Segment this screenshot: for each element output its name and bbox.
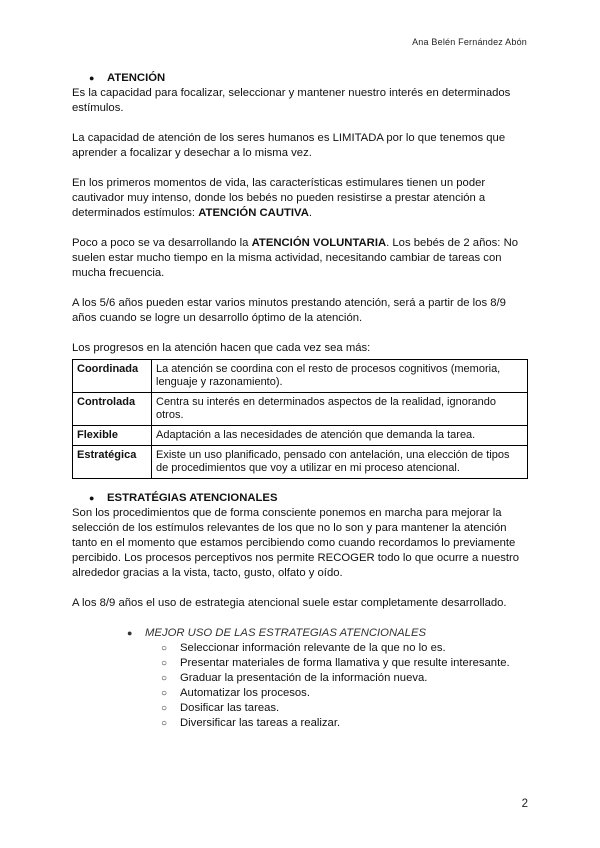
circle-bullet-icon: ○ [161, 643, 168, 654]
list-item: ○ Graduar la presentación de la información nueva. [161, 672, 428, 684]
progress-table [72, 359, 528, 479]
page-number: 2 [521, 798, 528, 810]
table-row [73, 446, 528, 479]
subsection-title: MEJOR USO DE LAS ESTRATEGIAS ATENCIONALES [145, 627, 427, 639]
bullet-icon: ● [127, 628, 133, 638]
section-heading-estrategias [89, 491, 532, 506]
paragraph-limitada: La capacidad de atención de los seres humanos es LIMITADA por lo que tenemos que aprender a focalizar y desechar a lo misma vez. [72, 132, 506, 159]
circle-bullet-icon: ○ [161, 718, 168, 729]
table-description: Centra su interés en determinados aspectos de la realidad, ignorando otros. [152, 393, 528, 426]
table-term: Controlada [73, 393, 152, 426]
circle-bullet-icon: ○ [161, 673, 168, 684]
table-description: Adaptación a las necesidades de atención que demanda la tarea. [152, 426, 528, 446]
list-item: ○ Seleccionar información relevante de la que no lo es. [161, 642, 446, 654]
table-row [73, 426, 528, 446]
subsection-heading [127, 626, 532, 641]
section-title: ESTRATÉGIAS ATENCIONALES [107, 492, 278, 504]
bullet-icon: ● [89, 493, 95, 503]
bullet-icon: ● [89, 73, 95, 83]
table-description: Existe un uso planificado, pensado con antelación, una elección de tipos de procedimientos que voy a utilizar en mi proceso atencional. [152, 446, 528, 479]
paragraph-desarrollo: A los 8/9 años el uso de estrategia atencional suele estar completamente desarrollado. [72, 597, 507, 609]
section-title: ATENCIÓN [107, 72, 166, 84]
paragraph-definition: Es la capacidad para focalizar, seleccionar y mantener nuestro interés en determinados estímulos. [72, 87, 511, 114]
table-row [73, 393, 528, 426]
term-atencion-voluntaria: ATENCIÓN VOLUNTARIA [251, 237, 387, 249]
paragraph-edades: A los 5/6 años pueden estar varios minutos prestando atención, será a partir de los 8/9 años cuando se logre un desarrollo óptimo de la atención. [72, 297, 506, 324]
list-item: ○ Diversificar las tareas a realizar. [161, 717, 341, 729]
table-description: La atención se coordina con el resto de procesos cognitivos (memoria, lenguaje y razonamiento). [152, 360, 528, 393]
circle-bullet-icon: ○ [161, 658, 168, 669]
list-item: ○ Automatizar los procesos. [161, 687, 310, 699]
table-intro: Los progresos en la atención hacen que cada vez sea más: [72, 342, 371, 354]
section-heading-atencion [89, 71, 532, 86]
paragraph-atencion-cautiva: En los primeros momentos de vida, las características estimulares tienen un poder cautivador muy intenso, donde los bebés no pueden resistirse a prestar atención a determinados estímulos: ATENCIÓN CAUTIVA. [72, 177, 486, 219]
strategies-list [72, 641, 532, 731]
circle-bullet-icon: ○ [161, 688, 168, 699]
list-item: ○ Presentar materiales de forma llamativa y que resulte interesante. [161, 657, 510, 669]
header-author: Ana Belén Fernández Abón [412, 37, 527, 47]
paragraph-atencion-voluntaria: Poco a poco se va desarrollando la ATENCIÓN VOLUNTARIA. Los bebés de 2 años: No suelen estar mucho tiempo en la misma actividad, necesitando cambiar de tareas con mucha frecuencia. [72, 237, 519, 279]
table-term: Flexible [73, 426, 152, 446]
table-row [73, 360, 528, 393]
term-atencion-cautiva: ATENCIÓN CAUTIVA [198, 207, 309, 219]
table-term: Estratégica [73, 446, 152, 479]
table-term: Coordinada [73, 360, 152, 393]
circle-bullet-icon: ○ [161, 703, 168, 714]
list-item: ○ Dosificar las tareas. [161, 702, 280, 714]
document-body [72, 71, 532, 731]
paragraph-estrategias: Son los procedimientos que de forma consciente ponemos en marcha para mejorar la selección de los estímulos relevantes de los que no lo son y para mantener la atención tanto en el momento que estamos percibiendo como cuando recordamos lo previamente percibido. Los procesos perceptivos nos permite RECOGER todo lo que ocurre a nuestro alrededor gracias a la vista, tacto, gusto, olfato y oído. [72, 507, 520, 579]
